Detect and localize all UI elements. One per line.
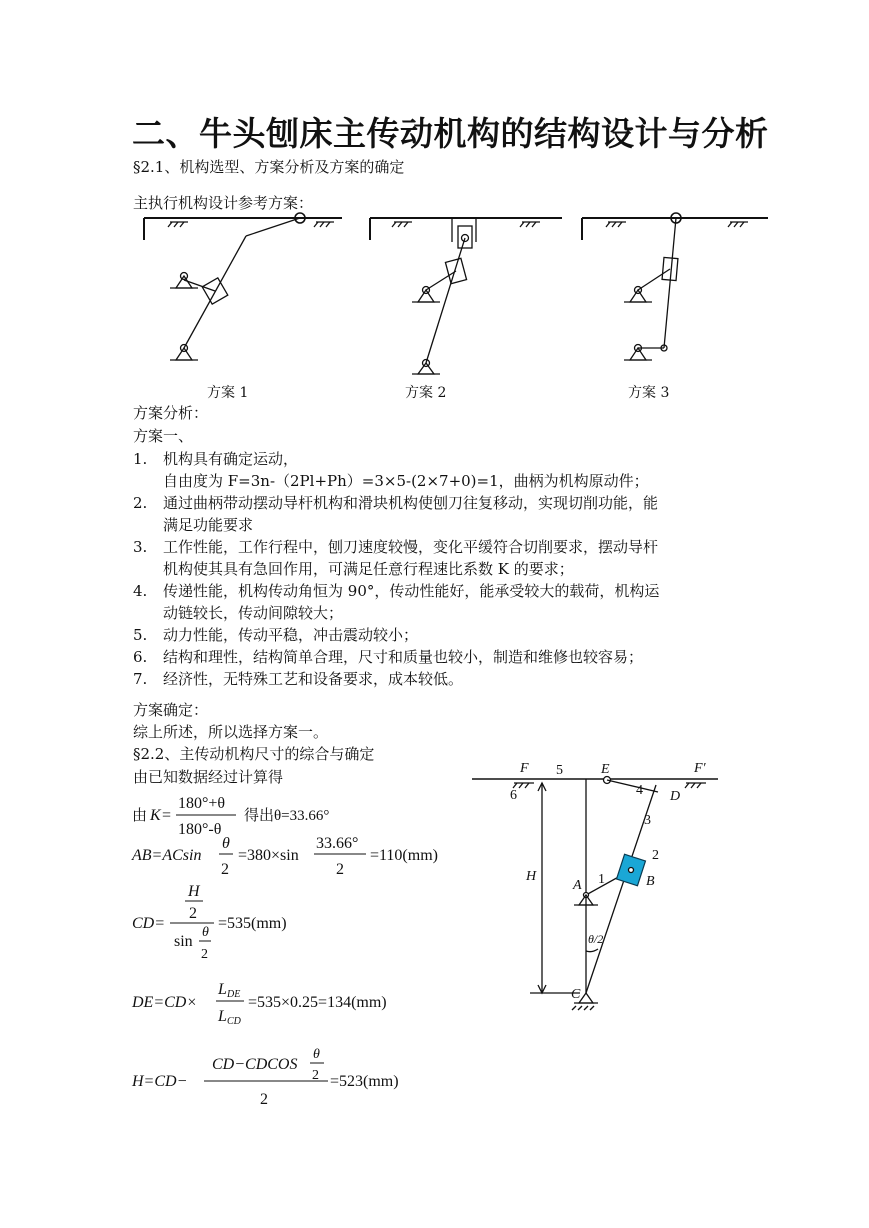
formula-block (130, 788, 470, 1108)
svg-text:=: = (162, 807, 172, 824)
list-item: 7. 经济性，无特殊工艺和设备要求，成本较低。 (133, 670, 464, 688)
svg-text:2: 2 (312, 1068, 319, 1083)
scheme-diagrams (130, 208, 780, 378)
svg-text:D: D (670, 789, 681, 804)
svg-text:θ: θ (313, 1047, 320, 1062)
scheme-1-diagram (144, 213, 342, 360)
formula-de (131, 981, 387, 1027)
scheme-3-diagram (582, 213, 768, 360)
svg-text:sin: sin (174, 933, 193, 950)
svg-text:CD−CDCOS: CD−CDCOS (212, 1056, 298, 1073)
list-item: 1. 机构具有确定运动， 自由度为 F=3n-（2Pl+Ph）=3×5-(2×7+0)=1，曲柄为机构原动件； (133, 450, 649, 490)
svg-text:θ: θ (202, 925, 209, 940)
svg-text:CD=: CD= (132, 915, 166, 932)
section-heading-2-1: §2.1、机构选型、方案分析及方案的确定 (133, 158, 405, 176)
reference-label: 主执行机构设计参考方案： (133, 194, 314, 212)
list-item: 3. 工作性能，工作行程中，刨刀速度较慢，变化平缓符合切削要求，摆动导杆 机构使其具有急回作用，可满足任意行程速比系数 K 的要求； (133, 538, 659, 578)
svg-text:AB=ACsin: AB=ACsin (132, 847, 202, 864)
formula-k (132, 795, 329, 838)
svg-text:L: L (218, 981, 227, 998)
svg-text:2: 2 (260, 1091, 268, 1108)
svg-text:DE=CD×: DE=CD× (132, 994, 198, 1011)
svg-text:180°-θ: 180°-θ (178, 821, 222, 838)
scheme-3-caption: 方案 3 (628, 385, 670, 401)
svg-text:3: 3 (644, 813, 651, 828)
svg-text:H: H (188, 883, 200, 900)
link-4 (607, 780, 658, 792)
formula-ab (131, 835, 438, 878)
page-title: 二、牛头刨床主传动机构的结构设计与分析 (132, 114, 769, 153)
svg-text:F: F (520, 761, 529, 776)
svg-text:=535(mm): =535(mm) (218, 915, 287, 932)
scheme-2-caption: 方案 2 (405, 385, 447, 401)
svg-text:=110(mm): =110(mm) (370, 847, 438, 864)
svg-text:θ/2: θ/2 (588, 932, 604, 946)
svg-text:CD: CD (227, 1016, 241, 1027)
scheme-1-caption: 方案 1 (207, 385, 249, 401)
svg-text:6: 6 (510, 788, 517, 803)
svg-text:DE: DE (227, 989, 241, 1000)
svg-text:5: 5 (556, 763, 563, 778)
svg-text:θ: θ (222, 835, 230, 852)
analysis-label: 方案分析： (133, 404, 209, 422)
svg-text:得出θ=33.66°: 得出θ=33.66° (244, 808, 330, 824)
scheme-2-diagram (370, 218, 562, 374)
svg-text:=523(mm): =523(mm) (330, 1073, 399, 1090)
svg-text:2: 2 (201, 947, 208, 962)
determine-label: 方案确定： (133, 701, 209, 719)
list-item: 4. 传递性能，机构传动角恒为 90°，传动性能好，能承受较大的载荷，机构运 动链较长，传动间隙较大； (133, 582, 660, 622)
svg-text:E: E (601, 762, 610, 777)
svg-text:1: 1 (598, 872, 605, 887)
svg-text:H: H (526, 869, 537, 884)
calc-intro: 由已知数据经过计算得 (133, 768, 284, 786)
svg-text:=535×0.25=134(mm): =535×0.25=134(mm) (248, 994, 387, 1011)
svg-text:=380×sin: =380×sin (238, 847, 299, 864)
svg-text:K: K (150, 807, 161, 824)
svg-text:H=CD−: H=CD− (132, 1073, 188, 1090)
svg-text:A: A (573, 878, 582, 893)
svg-text:2: 2 (221, 861, 229, 878)
svg-text:4: 4 (636, 783, 643, 798)
svg-text:33.66°: 33.66° (316, 835, 359, 852)
conclusion-text: 综上所述，所以选择方案一。 (133, 723, 329, 741)
analysis-list (133, 448, 753, 690)
svg-text:C: C (571, 987, 581, 1002)
svg-text:2: 2 (652, 848, 659, 863)
svg-text:2: 2 (336, 861, 344, 878)
svg-text:由: 由 (132, 808, 148, 824)
svg-text:L: L (218, 1008, 227, 1025)
list-item: 2. 通过曲柄带动摆动导杆机构和滑块机构使刨刀往复移动，实现切削功能，能 满足功能要求 (133, 494, 659, 534)
scheme-one-label: 方案一、 (133, 427, 194, 445)
svg-text:F′: F′ (694, 761, 706, 776)
formula-cd (132, 883, 287, 962)
formula-h (131, 1047, 399, 1108)
svg-text:180°+θ: 180°+θ (178, 795, 226, 812)
list-item: 5. 动力性能，传动平稳，冲击震动较小； (133, 626, 419, 644)
list-item: 6. 结构和理性，结构简单合理，尺寸和质量也较小，制造和维修也较容易； (133, 648, 644, 666)
svg-text:B: B (646, 874, 655, 889)
section-heading-2-2: §2.2、主传动机构尺寸的综合与确定 (133, 745, 375, 763)
svg-text:2: 2 (189, 905, 197, 922)
mechanism-diagram (468, 755, 728, 1015)
